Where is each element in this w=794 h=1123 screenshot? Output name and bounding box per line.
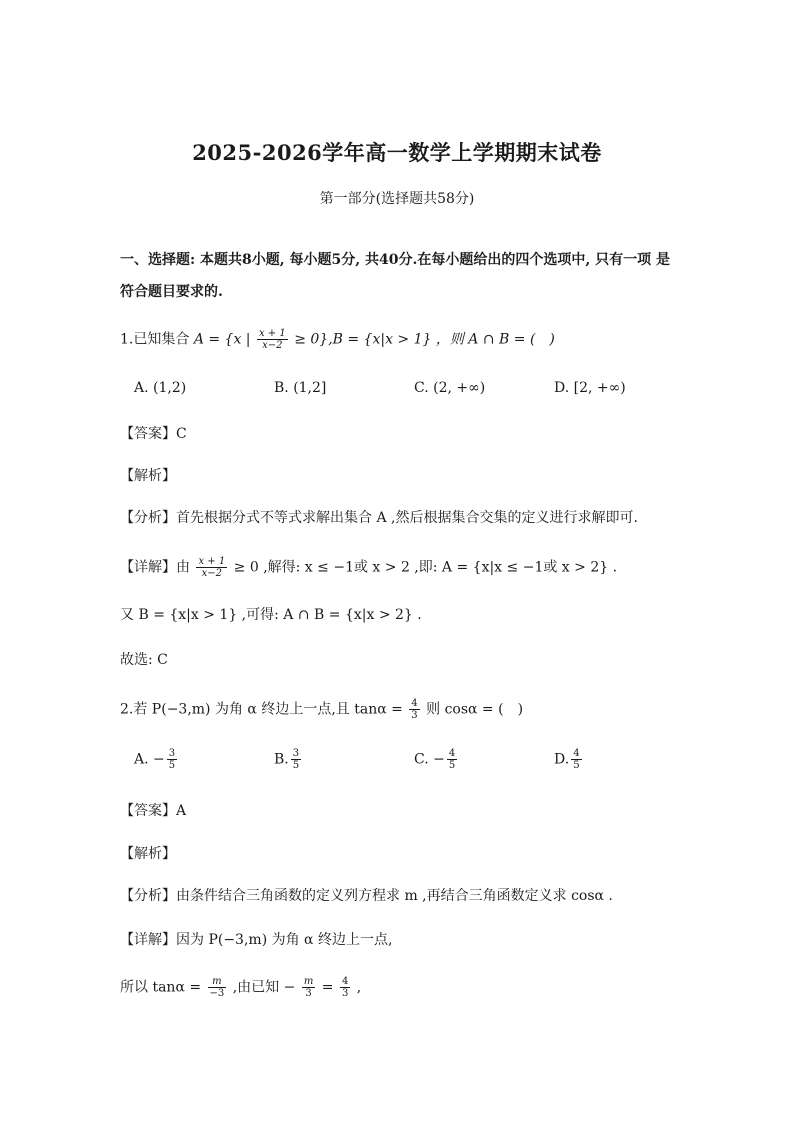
q2-last-fraction-2 (302, 976, 315, 999)
q1-stem-prefix: 1.已知集合 (120, 331, 190, 348)
q2-option-d-label: D. (554, 751, 570, 768)
q2-last-frac3-den: 3 (341, 988, 349, 999)
q1-jiexi: 【解析】 (120, 468, 176, 484)
q1-detail-fraction (196, 556, 227, 579)
q2-last-d: , (356, 979, 362, 996)
q2-stem (120, 698, 523, 721)
q2-last-fraction-3 (340, 976, 350, 999)
q1-detail-rest: ≥ 0 ,解得: x ≤ −1或 x > 2 ,即: A = {x|x ≤ −1或 x > 2} . (233, 559, 618, 576)
q2-last-a: 所以 tanα = (120, 979, 202, 996)
q2-option-b-fraction (291, 748, 301, 771)
q1-detail-prefix: 【详解】由 (120, 559, 190, 576)
q2-option-a-den: 5 (168, 760, 176, 771)
q2-stem-frac-denominator: 3 (411, 710, 418, 721)
q1-detail-frac-denominator: x−2 (201, 568, 223, 579)
q2-option-b-num: 3 (292, 748, 300, 759)
page-title: 2025-2026学年高一数学上学期期末试卷 (192, 140, 602, 165)
q1-detail-frac-numerator: x + 1 (198, 556, 226, 567)
q1-stem-set-a: A = {x | (193, 331, 251, 348)
page-subtitle: 第一部分(选择题共58分) (319, 191, 475, 207)
section-heading-line1: 一、选择题: 本题共8小题, 每小题5分, 共40分.在每小题给出的四个选项中, 只有一项 是 (120, 252, 670, 268)
q2-option-c-fraction (447, 748, 457, 771)
q2-option-b (274, 748, 303, 771)
q1-fenxi: 【分析】首先根据分式不等式求解出集合 A ,然后根据集合交集的定义进行求解即可. (120, 510, 638, 526)
q1-stem-fraction (257, 328, 288, 351)
q2-last-frac3-num: 4 (341, 976, 349, 987)
q2-last-fraction-1 (208, 976, 227, 999)
q2-option-d-fraction (571, 748, 581, 771)
q1-stem-rest: ≥ 0},B = {x|x > 1} ，则 A ∩ B = ( ) (294, 331, 555, 348)
q2-option-a-fraction (167, 748, 177, 771)
q2-option-c-label: C. − (414, 751, 445, 768)
q1-option-a: A. (1,2) (134, 380, 187, 396)
q2-option-d (554, 748, 584, 771)
q2-option-b-den: 5 (292, 760, 300, 771)
q2-last-frac1-num: m (208, 976, 227, 988)
q2-jiexi: 【解析】 (120, 846, 176, 862)
q2-option-b-label: B. (274, 751, 289, 768)
q2-option-c-num: 4 (448, 748, 456, 759)
q2-option-a (134, 748, 179, 771)
q2-option-d-den: 5 (573, 760, 580, 771)
q2-option-a-num: 3 (168, 748, 176, 759)
q2-option-d-num: 4 (573, 748, 580, 759)
q1-detail (120, 556, 617, 579)
q2-stem-a: 2.若 P(−3,m) 为角 α 终边上一点,且 tanα = (120, 701, 403, 718)
section-heading-line2: 符合题目要求的. (120, 284, 223, 300)
q2-last-frac2-den: 3 (305, 988, 312, 999)
q1-frac-numerator: x + 1 (258, 328, 286, 339)
q1-line-you: 又 B = {x|x > 1} ,可得: A ∩ B = {x|x > 2} . (120, 607, 422, 623)
q2-stem-b: 则 cosα = ( ) (426, 701, 524, 718)
q2-answer: 【答案】A (120, 803, 187, 819)
q2-last-frac2-num: m (303, 976, 314, 987)
q2-option-a-label: A. − (134, 751, 165, 768)
q2-last-frac1-den: −3 (209, 988, 225, 999)
q1-stem (120, 328, 555, 351)
q1-answer: 【答案】C (120, 426, 187, 442)
q2-option-c-den: 5 (448, 760, 456, 771)
q1-option-c: C. (2, +∞) (414, 380, 486, 396)
q2-last-b: ,由已知 − (232, 979, 296, 996)
q1-option-d: D. [2, +∞) (554, 380, 626, 396)
q2-option-c (414, 748, 459, 771)
q2-last-line (120, 976, 361, 999)
q2-stem-frac-numerator: 4 (411, 698, 418, 709)
q1-frac-denominator: x−2 (262, 340, 283, 351)
q2-stem-fraction (409, 698, 419, 721)
q2-last-c: = (321, 979, 334, 996)
q2-detail: 【详解】因为 P(−3,m) 为角 α 终边上一点, (120, 932, 393, 948)
q1-option-b: B. (1,2] (274, 380, 327, 396)
q2-fenxi: 【分析】由条件结合三角函数的定义列方程求 m ,再结合三角函数定义求 cosα . (120, 888, 613, 904)
q1-guxuan: 故选: C (120, 652, 168, 668)
